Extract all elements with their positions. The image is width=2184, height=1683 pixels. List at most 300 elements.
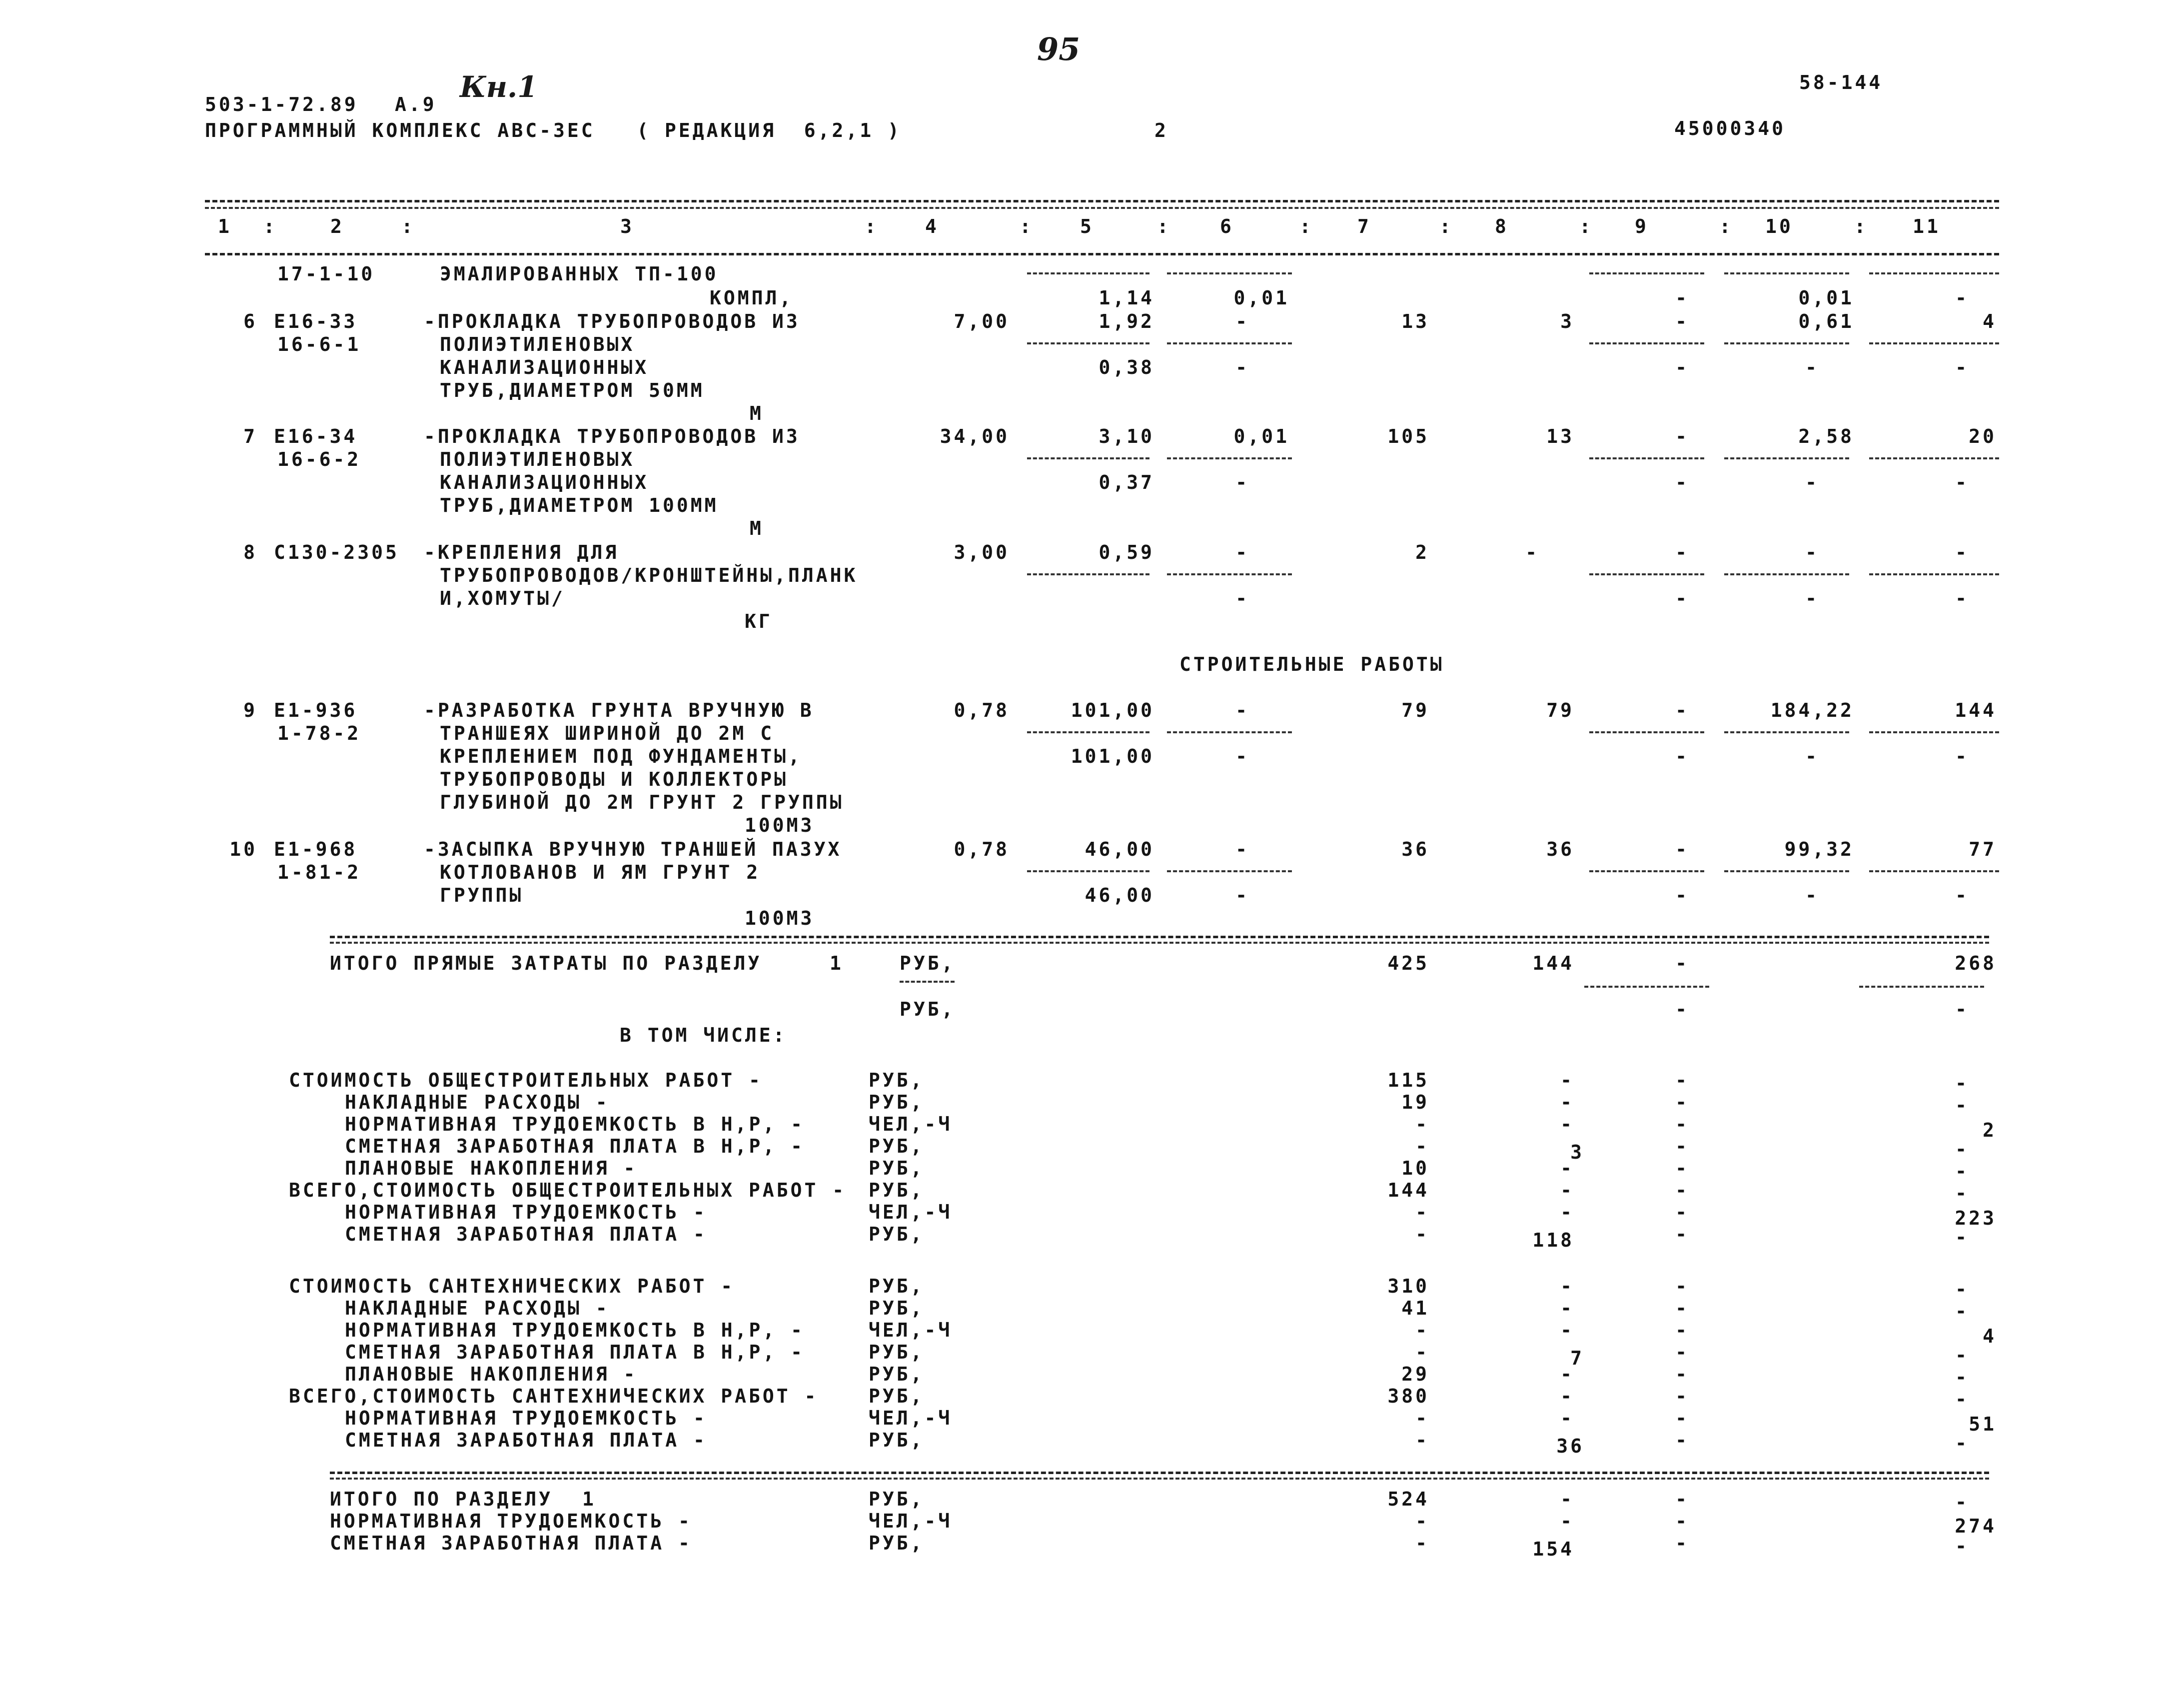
final-c7: -	[1415, 1510, 1429, 1532]
summary-label: НАКЛАДНЫЕ РАСХОДЫ -	[345, 1297, 610, 1319]
column-separator: :	[1579, 215, 1593, 237]
summary-unit: РУБ,	[869, 1363, 925, 1385]
row6-c5a: 1,92	[1098, 310, 1154, 332]
direct-c11-dash	[1859, 986, 1984, 988]
row9-name-1: -РАЗРАБОТКА ГРУНТА ВРУЧНУЮ В	[424, 699, 814, 721]
summary-c7: 144	[1387, 1179, 1429, 1201]
column-separator: :	[1854, 215, 1868, 237]
row8-c11-dash	[1869, 573, 1999, 575]
final-c9: -	[1675, 1488, 1689, 1510]
summary-c11: -	[1955, 1226, 1969, 1248]
row8-c5-dash	[1027, 573, 1149, 575]
summary-label: СТОИМОСТЬ ОБЩЕСТРОИТЕЛЬНЫХ РАБОТ -	[289, 1069, 763, 1091]
summary-label: НОРМАТИВНАЯ ТРУДОЕМКОСТЬ В Н,Р, -	[345, 1113, 805, 1135]
final-rule-2	[330, 1478, 1989, 1480]
summary-label: НОРМАТИВНАЯ ТРУДОЕМКОСТЬ -	[345, 1201, 707, 1223]
row0-code: 17-1-10	[277, 263, 375, 285]
final-c11: 274	[1955, 1515, 1997, 1537]
row8-num: 8	[243, 541, 257, 563]
row7-c6a: 0,01	[1233, 425, 1289, 447]
summary-unit: РУБ,	[869, 1341, 925, 1363]
column-number-8: 8	[1495, 215, 1509, 237]
summary-c8: -	[1560, 1363, 1574, 1385]
row10-c5a: 46,00	[1085, 838, 1154, 860]
summary-c11: -	[1955, 1182, 1969, 1204]
summary-label: НОРМАТИВНАЯ ТРУДОЕМКОСТЬ В Н,Р, -	[345, 1319, 805, 1341]
column-separator: :	[1299, 215, 1313, 237]
row6-name-4: ТРУБ,ДИАМЕТРОМ 50ММ	[440, 379, 705, 401]
row10-name-2: КОТЛОВАНОВ И ЯМ ГРУНТ 2	[440, 861, 761, 883]
row6-c6b: -	[1235, 356, 1249, 378]
album-code: А.9	[395, 93, 437, 115]
summary-c9: -	[1675, 1407, 1689, 1429]
row10-unit: 100М3	[745, 907, 815, 929]
row10-code1: Е1-968	[274, 838, 358, 860]
summary-c9: -	[1675, 1341, 1689, 1363]
row8-c7: 2	[1415, 541, 1429, 563]
book-number: Кн.1	[460, 70, 538, 104]
summary-c11: -	[1955, 1344, 1969, 1366]
row6-c7: 13	[1401, 310, 1429, 332]
page-number: 95	[1037, 31, 1081, 67]
column-separator: :	[1020, 215, 1034, 237]
summary-c7: -	[1415, 1201, 1429, 1223]
summary-c9: -	[1675, 1179, 1689, 1201]
row6-c9b: -	[1675, 356, 1689, 378]
row10-c9a: -	[1675, 838, 1689, 860]
final-label: СМЕТНАЯ ЗАРАБОТНАЯ ПЛАТА -	[330, 1532, 692, 1554]
direct-c8: 144	[1532, 952, 1574, 974]
table-top-rule	[205, 200, 1999, 202]
row7-c6-dash	[1167, 457, 1292, 459]
summary-c8: -	[1560, 1407, 1574, 1429]
row7-c5a: 3,10	[1098, 425, 1154, 447]
row6-c4: 7,00	[954, 310, 1010, 332]
summary-label: НАКЛАДНЫЕ РАСХОДЫ -	[345, 1091, 610, 1113]
summary-c11: -	[1955, 1278, 1969, 1300]
summary-unit: ЧЕЛ,-Ч	[869, 1201, 953, 1223]
summary-c7: -	[1415, 1407, 1429, 1429]
row10-c5-dash	[1027, 870, 1149, 872]
row8-c11a: -	[1955, 541, 1969, 563]
column-number-10: 10	[1765, 215, 1793, 237]
row8-c11b: -	[1955, 587, 1969, 609]
summary-c8: -	[1560, 1297, 1574, 1319]
final-c8: 154	[1532, 1538, 1574, 1560]
final-section-no: 1	[582, 1488, 596, 1510]
summary-c9: -	[1675, 1297, 1689, 1319]
row9-name-4: ТРУБОПРОВОДЫ И КОЛЛЕКТОРЫ	[440, 768, 788, 790]
row6-c10-dash	[1724, 342, 1849, 344]
row10-c4: 0,78	[954, 838, 1010, 860]
row9-c8: 79	[1546, 699, 1574, 721]
row7-name-4: ТРУБ,ДИАМЕТРОМ 100ММ	[440, 494, 719, 516]
row9-c6b: -	[1235, 745, 1249, 767]
row10-c9-dash	[1589, 870, 1704, 872]
summary-c8: -	[1560, 1275, 1574, 1297]
row0-c9: -	[1675, 287, 1689, 309]
row0-c10: 0,01	[1798, 287, 1854, 309]
summary-c9: -	[1675, 1113, 1689, 1135]
section-title: СТРОИТЕЛЬНЫЕ РАБОТЫ	[1179, 653, 1444, 675]
summary-unit: РУБ,	[869, 1275, 925, 1297]
summary-c11: -	[1955, 1094, 1969, 1116]
row8-c5: 0,59	[1098, 541, 1154, 563]
final-c11: -	[1955, 1491, 1969, 1513]
column-number-3: 3	[620, 215, 634, 237]
summary-c8: -	[1560, 1113, 1574, 1135]
summary-unit: РУБ,	[869, 1297, 925, 1319]
summary-c9: -	[1675, 1363, 1689, 1385]
column-number-11: 11	[1913, 215, 1941, 237]
direct-unit-2: РУБ,	[900, 998, 956, 1020]
row10-c9b: -	[1675, 884, 1689, 906]
final-c7: 524	[1387, 1488, 1429, 1510]
final-c9: -	[1675, 1510, 1689, 1532]
row6-c11b: -	[1955, 356, 1969, 378]
table-top-rule-2	[205, 207, 1999, 209]
summary-c7: 19	[1401, 1091, 1429, 1113]
summary-c11: 223	[1955, 1207, 1997, 1229]
row10-c8: 36	[1546, 838, 1574, 860]
row8-name-1: -КРЕПЛЕНИЯ ДЛЯ	[424, 541, 619, 563]
doc-code: 503-1-72.89	[205, 93, 358, 115]
totals-rule-2	[330, 942, 1989, 944]
row10-c6-dash	[1167, 870, 1292, 872]
final-c9: -	[1675, 1532, 1689, 1554]
row6-unit: М	[750, 402, 764, 424]
summary-unit: РУБ,	[869, 1179, 925, 1201]
summary-unit: РУБ,	[869, 1135, 925, 1157]
row10-c10-dash	[1724, 870, 1849, 872]
row10-name-1: -ЗАСЫПКА ВРУЧНУЮ ТРАНШЕЙ ПАЗУХ	[424, 838, 842, 860]
row8-c10a: -	[1805, 541, 1819, 563]
row7-c10b: -	[1805, 471, 1819, 493]
row0-c6-dash	[1167, 272, 1292, 274]
row7-num: 7	[243, 425, 257, 447]
row9-c10-dash	[1724, 731, 1849, 733]
summary-c7: -	[1415, 1319, 1429, 1341]
row7-c9a: -	[1675, 425, 1689, 447]
row10-c11a: 77	[1969, 838, 1997, 860]
row6-name-2: ПОЛИЭТИЛЕНОВЫХ	[440, 333, 635, 355]
row9-num: 9	[243, 699, 257, 721]
summary-unit: РУБ,	[869, 1429, 925, 1451]
summary-c9: -	[1675, 1319, 1689, 1341]
summary-c8: -	[1560, 1157, 1574, 1179]
row10-name-3: ГРУППЫ	[440, 884, 524, 906]
row6-c11-dash	[1869, 342, 1999, 344]
row7-unit: М	[750, 517, 764, 539]
summary-c9: -	[1675, 1135, 1689, 1157]
row7-c8: 13	[1546, 425, 1574, 447]
summary-c8: 118	[1532, 1229, 1574, 1251]
summary-c9: -	[1675, 1223, 1689, 1245]
row6-name-1: -ПРОКЛАДКА ТРУБОПРОВОДОВ ИЗ	[424, 310, 800, 332]
row9-c9b: -	[1675, 745, 1689, 767]
row8-c9a: -	[1675, 541, 1689, 563]
summary-c11: 2	[1983, 1119, 1997, 1141]
column-separator: :	[1719, 215, 1733, 237]
summary-unit: ЧЕЛ,-Ч	[869, 1407, 953, 1429]
row0-c11-dash	[1869, 272, 1999, 274]
summary-c11: -	[1955, 1160, 1969, 1182]
row9-c6-dash	[1167, 731, 1292, 733]
direct-c9-dash	[1584, 986, 1709, 988]
summary-c7: 380	[1387, 1385, 1429, 1407]
summary-c9: -	[1675, 1385, 1689, 1407]
summary-c11: -	[1955, 1138, 1969, 1160]
row8-c6b: -	[1235, 587, 1249, 609]
row7-c11-dash	[1869, 457, 1999, 459]
column-separator: :	[1157, 215, 1171, 237]
summary-label: СМЕТНАЯ ЗАРАБОТНАЯ ПЛАТА -	[345, 1223, 707, 1245]
row7-c10-dash	[1724, 457, 1849, 459]
row6-c6-dash	[1167, 342, 1292, 344]
including-label: В ТОМ ЧИСЛЕ:	[620, 1024, 787, 1046]
row0-c6: 0,01	[1233, 287, 1289, 309]
direct-costs-unit: РУБ,	[900, 952, 956, 974]
row7-c9-dash	[1589, 457, 1704, 459]
summary-c7: -	[1415, 1135, 1429, 1157]
summary-c9: -	[1675, 1275, 1689, 1297]
summary-c7: -	[1415, 1113, 1429, 1135]
row9-code1: Е1-936	[274, 699, 358, 721]
row10-code2: 1-81-2	[277, 861, 361, 883]
direct-c11-2: -	[1955, 998, 1969, 1020]
row6-c9a: -	[1675, 310, 1689, 332]
row9-unit: 100М3	[745, 814, 815, 836]
row8-c8: -	[1525, 541, 1539, 563]
summary-c11: -	[1955, 1072, 1969, 1094]
row7-code2: 16-6-2	[277, 448, 361, 470]
row7-code1: Е16-34	[274, 425, 358, 447]
summary-unit: РУБ,	[869, 1069, 925, 1091]
column-separator: :	[865, 215, 879, 237]
row9-c6a: -	[1235, 699, 1249, 721]
column-number-1: 1	[218, 215, 232, 237]
summary-c8: -	[1560, 1091, 1574, 1113]
row0-c9-dash	[1589, 272, 1704, 274]
column-separator: :	[1439, 215, 1453, 237]
row8-c10b: -	[1805, 587, 1819, 609]
summary-c8: -	[1560, 1069, 1574, 1091]
summary-unit: РУБ,	[869, 1223, 925, 1245]
column-separator: :	[263, 215, 277, 237]
summary-c9: -	[1675, 1429, 1689, 1451]
sheet-code: 58-144	[1799, 71, 1883, 93]
row6-code1: Е16-33	[274, 310, 358, 332]
totals-rule	[330, 936, 1989, 938]
summary-label: ПЛАНОВЫЕ НАКОПЛЕНИЯ -	[345, 1157, 638, 1179]
row7-c5-dash	[1027, 457, 1149, 459]
final-c11: -	[1955, 1535, 1969, 1557]
summary-c8: -	[1560, 1179, 1574, 1201]
row6-code2: 16-6-1	[277, 333, 361, 355]
column-number-7: 7	[1357, 215, 1371, 237]
summary-c8: 7	[1570, 1347, 1584, 1369]
row0-name: ЭМАЛИРОВАННЫХ ТП-100	[440, 263, 719, 285]
row6-name-3: КАНАЛИЗАЦИОННЫХ	[440, 356, 649, 378]
row9-c11b: -	[1955, 745, 1969, 767]
row7-name-1: -ПРОКЛАДКА ТРУБОПРОВОДОВ ИЗ	[424, 425, 800, 447]
summary-label: СМЕТНАЯ ЗАРАБОТНАЯ ПЛАТА В Н,Р, -	[345, 1341, 805, 1363]
final-unit: РУБ,	[869, 1532, 925, 1554]
row8-c9b: -	[1675, 587, 1689, 609]
row8-c6-dash	[1167, 573, 1292, 575]
program-title: ПРОГРАММНЫЙ КОМПЛЕКС АВС-3ЕС ( РЕДАКЦИЯ 6,2,1 )	[205, 119, 902, 141]
summary-c11: 51	[1969, 1413, 1997, 1435]
row6-c6a: -	[1235, 310, 1249, 332]
final-c8: -	[1560, 1510, 1574, 1532]
summary-c8: -	[1560, 1319, 1574, 1341]
summary-label: ВСЕГО,СТОИМОСТЬ ОБЩЕСТРОИТЕЛЬНЫХ РАБОТ -	[289, 1179, 847, 1201]
summary-label: ПЛАНОВЫЕ НАКОПЛЕНИЯ -	[345, 1363, 638, 1385]
summary-c9: -	[1675, 1201, 1689, 1223]
row8-c4: 3,00	[954, 541, 1010, 563]
final-rule	[330, 1472, 1989, 1474]
summary-label: СМЕТНАЯ ЗАРАБОТНАЯ ПЛАТА -	[345, 1429, 707, 1451]
row9-c9a: -	[1675, 699, 1689, 721]
summary-c8: 36	[1556, 1435, 1584, 1457]
row9-code2: 1-78-2	[277, 722, 361, 744]
row9-c5a: 101,00	[1071, 699, 1154, 721]
final-c8: -	[1560, 1488, 1574, 1510]
row7-c7: 105	[1387, 425, 1429, 447]
row9-name-3: КРЕПЛЕНИЕМ ПОД ФУНДАМЕНТЫ,	[440, 745, 802, 767]
row6-num: 6	[243, 310, 257, 332]
summary-c8: -	[1560, 1385, 1574, 1407]
listing-id: 45000340	[1674, 117, 1786, 139]
row8-c6a: -	[1235, 541, 1249, 563]
row10-c6b: -	[1235, 884, 1249, 906]
summary-unit: РУБ,	[869, 1385, 925, 1407]
row9-c5b: 101,00	[1071, 745, 1154, 767]
row7-c5b: 0,37	[1098, 471, 1154, 493]
column-separator: :	[401, 215, 415, 237]
row9-c10a: 184,22	[1770, 699, 1854, 721]
row10-num: 10	[229, 838, 257, 860]
summary-c11: -	[1955, 1300, 1969, 1322]
row7-c6b: -	[1235, 471, 1249, 493]
row9-c4: 0,78	[954, 699, 1010, 721]
row6-c9-dash	[1589, 342, 1704, 344]
row8-name-2: ТРУБОПРОВОДОВ/КРОНШТЕЙНЫ,ПЛАНК	[440, 564, 858, 586]
summary-c7: 115	[1387, 1069, 1429, 1091]
direct-c9-2: -	[1675, 998, 1689, 1020]
row7-name-2: ПОЛИЭТИЛЕНОВЫХ	[440, 448, 635, 470]
row7-c11b: -	[1955, 471, 1969, 493]
final-label: НОРМАТИВНАЯ ТРУДОЕМКОСТЬ -	[330, 1510, 692, 1532]
row9-name-5: ГЛУБИНОЙ ДО 2М ГРУНТ 2 ГРУППЫ	[440, 791, 844, 813]
row7-c11a: 20	[1969, 425, 1997, 447]
summary-c7: -	[1415, 1341, 1429, 1363]
summary-c7: -	[1415, 1429, 1429, 1451]
row7-c4: 34,00	[940, 425, 1010, 447]
listing-page: 2	[1154, 119, 1168, 141]
direct-unit-dash	[900, 981, 955, 983]
row7-name-3: КАНАЛИЗАЦИОННЫХ	[440, 471, 649, 493]
direct-costs-label: ИТОГО ПРЯМЫЕ ЗАТРАТЫ ПО РАЗДЕЛУ	[330, 952, 762, 974]
row0-c11: -	[1955, 287, 1969, 309]
row8-code1: С130-2305	[274, 541, 399, 563]
row6-c11a: 4	[1983, 310, 1997, 332]
row6-c8: 3	[1560, 310, 1574, 332]
summary-c7: 10	[1401, 1157, 1429, 1179]
row9-c7: 79	[1401, 699, 1429, 721]
row9-c5-dash	[1027, 731, 1149, 733]
final-label: ИТОГО ПО РАЗДЕЛУ	[330, 1488, 553, 1510]
summary-unit: ЧЕЛ,-Ч	[869, 1113, 953, 1135]
summary-c11: -	[1955, 1388, 1969, 1410]
column-number-5: 5	[1080, 215, 1094, 237]
row8-name-3: И,ХОМУТЫ/	[440, 587, 565, 609]
row6-c10a: 0,61	[1798, 310, 1854, 332]
final-unit: РУБ,	[869, 1488, 925, 1510]
summary-c8: 3	[1570, 1141, 1584, 1163]
summary-label: СМЕТНАЯ ЗАРАБОТНАЯ ПЛАТА В Н,Р, -	[345, 1135, 805, 1157]
summary-c8: -	[1560, 1201, 1574, 1223]
row10-c7: 36	[1401, 838, 1429, 860]
row6-c10b: -	[1805, 356, 1819, 378]
row9-name-2: ТРАНШЕЯХ ШИРИНОЙ ДО 2М С	[440, 722, 775, 744]
row8-c10-dash	[1724, 573, 1849, 575]
summary-c11: -	[1955, 1366, 1969, 1388]
summary-c9: -	[1675, 1069, 1689, 1091]
summary-c11: 4	[1983, 1325, 1997, 1347]
summary-c7: 41	[1401, 1297, 1429, 1319]
row0-c5: 1,14	[1098, 287, 1154, 309]
final-unit: ЧЕЛ,-Ч	[869, 1510, 953, 1532]
row10-c10a: 99,32	[1784, 838, 1854, 860]
column-number-4: 4	[925, 215, 939, 237]
row9-c10b: -	[1805, 745, 1819, 767]
row8-c9-dash	[1589, 573, 1704, 575]
row9-c11-dash	[1869, 731, 1999, 733]
summary-c9: -	[1675, 1091, 1689, 1113]
row8-unit: КГ	[745, 610, 773, 632]
row9-c11a: 144	[1955, 699, 1997, 721]
final-c7: -	[1415, 1532, 1429, 1554]
summary-c7: 310	[1387, 1275, 1429, 1297]
row9-c9-dash	[1589, 731, 1704, 733]
row10-c10b: -	[1805, 884, 1819, 906]
column-number-9: 9	[1635, 215, 1649, 237]
summary-label: ВСЕГО,СТОИМОСТЬ САНТЕХНИЧЕСКИХ РАБОТ -	[289, 1385, 819, 1407]
row10-c11-dash	[1869, 870, 1999, 872]
column-number-6: 6	[1220, 215, 1234, 237]
row6-c5-dash	[1027, 342, 1149, 344]
direct-c7: 425	[1387, 952, 1429, 974]
row7-c9b: -	[1675, 471, 1689, 493]
summary-c11: -	[1955, 1432, 1969, 1454]
direct-c9: -	[1675, 952, 1689, 974]
row0-c5-dash	[1027, 272, 1149, 274]
row10-c6a: -	[1235, 838, 1249, 860]
row6-c5b: 0,38	[1098, 356, 1154, 378]
table-header-rule	[205, 253, 1999, 255]
summary-label: СТОИМОСТЬ САНТЕХНИЧЕСКИХ РАБОТ -	[289, 1275, 735, 1297]
row10-c5b: 46,00	[1085, 884, 1154, 906]
column-number-2: 2	[330, 215, 344, 237]
row7-c10a: 2,58	[1798, 425, 1854, 447]
row0-unit: КОМПЛ,	[710, 287, 794, 309]
summary-label: НОРМАТИВНАЯ ТРУДОЕМКОСТЬ -	[345, 1407, 707, 1429]
summary-unit: РУБ,	[869, 1091, 925, 1113]
summary-unit: РУБ,	[869, 1157, 925, 1179]
summary-c7: 29	[1401, 1363, 1429, 1385]
direct-c11: 268	[1955, 952, 1997, 974]
